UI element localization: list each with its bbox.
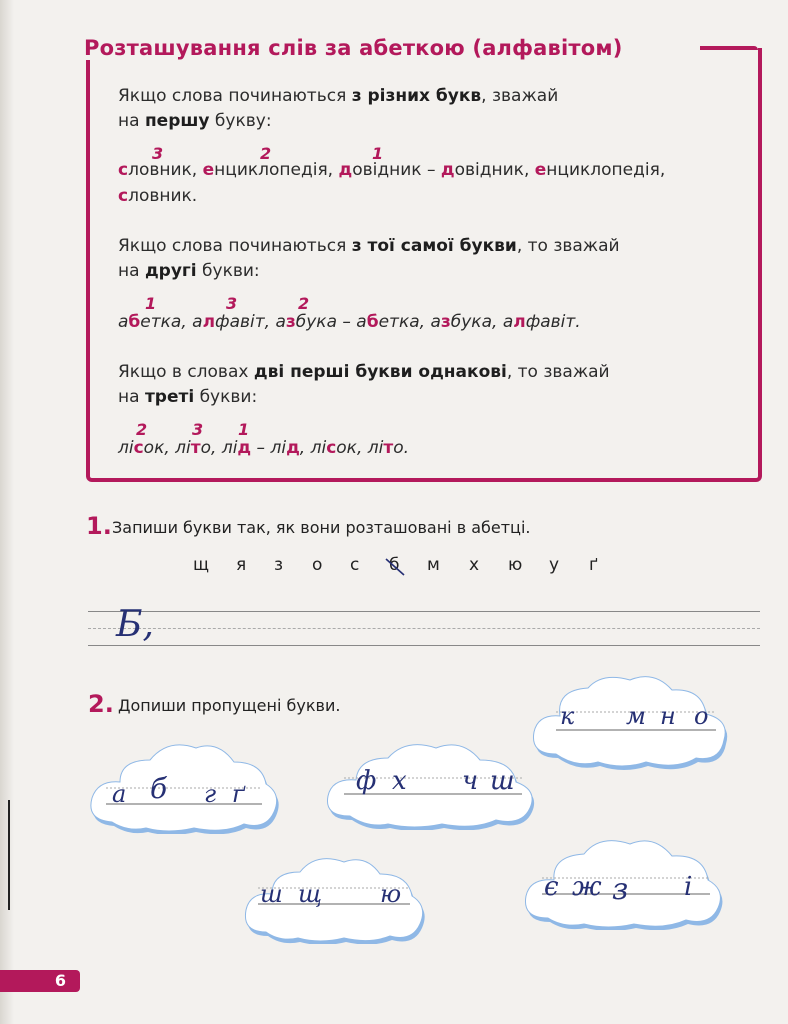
- handwritten-answer[interactable]: Б,: [116, 604, 154, 645]
- order-number: 3: [152, 144, 164, 163]
- text: а: [275, 312, 286, 332]
- text: овідник: [352, 160, 422, 180]
- task-2-number: 2.: [88, 690, 114, 718]
- example-word: [368, 438, 409, 458]
- rule-paragraph-1: [118, 84, 558, 134]
- writing-line-base: [88, 645, 760, 646]
- cloud-5-letter: ж: [572, 872, 602, 902]
- example-word: [175, 438, 222, 458]
- writing-line-top: [88, 611, 760, 612]
- letter: б: [389, 555, 400, 575]
- cloud-1-letter: м: [626, 702, 646, 730]
- text: , зважай: [481, 86, 559, 106]
- example-word: [337, 312, 356, 332]
- rule-paragraph-3: [118, 360, 610, 410]
- highlight-letter: з: [285, 312, 296, 332]
- bold-text: дві перші букви однакові: [253, 362, 507, 382]
- text: нциклопедія,: [546, 160, 666, 180]
- order-number: 1: [145, 294, 157, 313]
- text: , то зважай: [516, 236, 620, 256]
- text: о.: [393, 438, 410, 458]
- letter: м: [427, 555, 440, 575]
- cloud-4-letter: щ: [298, 880, 323, 908]
- order-number: 3: [226, 294, 238, 313]
- cloud-3-letter: ш: [490, 766, 515, 796]
- text: –: [251, 438, 271, 458]
- bold-text: з різних букв: [351, 86, 482, 106]
- highlight-letter: с: [118, 160, 129, 180]
- letter: щ: [193, 555, 210, 575]
- text: бука,: [450, 312, 503, 332]
- bold-text: першу: [144, 111, 210, 131]
- rule-box-top-line: [694, 46, 758, 50]
- strike-mark-icon: [383, 555, 407, 577]
- page-number-tab: [0, 970, 80, 992]
- rule-paragraph-2: [118, 234, 620, 284]
- example-word: [503, 312, 581, 332]
- cloud-5-letter: є: [544, 872, 559, 902]
- text: ок,: [143, 438, 176, 458]
- cloud-2-letter: б: [150, 772, 168, 805]
- highlight-letter: д: [286, 438, 300, 458]
- highlight-letter: с: [133, 438, 144, 458]
- cloud-3-letter: ч: [462, 766, 479, 796]
- text: а: [192, 312, 203, 332]
- order-number: 3: [192, 420, 204, 439]
- example-word: [192, 312, 275, 332]
- highlight-letter: б: [366, 312, 379, 332]
- text: фавіт,: [215, 312, 276, 332]
- order-number: 2: [260, 144, 272, 163]
- text: ловник,: [128, 160, 203, 180]
- text: нциклопедія,: [214, 160, 339, 180]
- text: на: [118, 387, 145, 407]
- margin-bar: [8, 800, 10, 910]
- text: лі: [270, 438, 287, 458]
- text: овідник,: [454, 160, 535, 180]
- highlight-letter: б: [128, 312, 141, 332]
- cloud-3-letter: х: [392, 766, 407, 796]
- text: етка,: [378, 312, 431, 332]
- example-word: [311, 438, 368, 458]
- cloud-3-letter: ф: [356, 766, 377, 796]
- text: на: [118, 261, 145, 281]
- example-word: [251, 438, 270, 458]
- example-word: [356, 312, 430, 332]
- letter: ю: [508, 555, 523, 575]
- example-word: [118, 438, 175, 458]
- text: ок,: [336, 438, 368, 458]
- cloud-2-letter: а: [112, 780, 127, 808]
- example-2-line: [118, 312, 581, 332]
- highlight-letter: е: [534, 160, 547, 180]
- cloud-2-letter: г: [204, 780, 217, 808]
- example-word: [222, 438, 251, 458]
- bold-text: другі: [144, 261, 197, 281]
- text: лі: [118, 438, 134, 458]
- highlight-letter: с: [118, 186, 129, 206]
- order-number: 1: [238, 420, 250, 439]
- text: Якщо слова починаються: [118, 236, 352, 256]
- text: лі: [310, 438, 327, 458]
- text: букву:: [209, 111, 272, 131]
- text: на: [118, 111, 145, 131]
- text: лі: [221, 438, 238, 458]
- example-word: [118, 312, 192, 332]
- text: а: [502, 312, 514, 332]
- highlight-letter: т: [383, 438, 394, 458]
- highlight-letter: с: [326, 438, 337, 458]
- highlight-letter: е: [202, 160, 215, 180]
- text: бука: [295, 312, 337, 332]
- rule-title: Розташування слів за абеткою (алфавітом): [84, 36, 700, 60]
- letter: ґ: [589, 555, 598, 575]
- highlight-letter: л: [513, 312, 526, 332]
- cloud-1-letter: н: [660, 702, 676, 730]
- cloud-5-letter: і: [684, 872, 693, 902]
- example-word: [270, 438, 310, 458]
- text: ловник.: [128, 186, 198, 206]
- text: Якщо в словах: [118, 362, 254, 382]
- letter: о: [312, 555, 323, 575]
- text: етка,: [140, 312, 193, 332]
- page-edge-shadow: [0, 0, 14, 1024]
- letter: з: [274, 555, 284, 575]
- text: а: [356, 312, 367, 332]
- letter: я: [236, 555, 247, 575]
- highlight-letter: д: [338, 160, 353, 180]
- text: букви:: [194, 387, 258, 407]
- example-word: [430, 312, 502, 332]
- page-number: 6: [54, 971, 66, 990]
- example-1-line-1: [118, 160, 665, 180]
- text: лі: [175, 438, 191, 458]
- text: о,: [200, 438, 222, 458]
- cloud-2-letter: ґ: [232, 780, 245, 808]
- highlight-letter: л: [202, 312, 216, 332]
- task-1-number: 1.: [86, 512, 112, 540]
- highlight-letter: т: [190, 438, 201, 458]
- cloud-4-letter: ш: [260, 880, 283, 908]
- text: а: [118, 312, 129, 332]
- letter: с: [350, 555, 360, 575]
- writing-line-mid: [88, 628, 760, 629]
- cloud-5-letter: з: [612, 872, 629, 907]
- highlight-letter: з: [440, 312, 451, 332]
- text: лі: [367, 438, 384, 458]
- example-3-line: [118, 438, 409, 458]
- highlight-letter: д: [440, 160, 455, 180]
- letter: х: [469, 555, 480, 575]
- cloud-1-letter: о: [694, 702, 709, 730]
- order-number: 2: [136, 420, 148, 439]
- bold-text: треті: [144, 387, 195, 407]
- highlight-letter: д: [237, 438, 252, 458]
- cloud-4-letter: ю: [380, 880, 402, 908]
- text: а: [430, 312, 441, 332]
- text: ,: [299, 438, 311, 458]
- order-number: 2: [298, 294, 310, 313]
- text: фавіт.: [525, 312, 581, 332]
- example-1-line-2: [118, 186, 197, 206]
- text: , то зважай: [506, 362, 610, 382]
- order-number: 1: [372, 144, 384, 163]
- bold-text: з тої самої букви: [351, 236, 517, 256]
- text: Якщо слова починаються: [118, 86, 352, 106]
- task-2-text: Допиши пропущені букви.: [118, 696, 341, 715]
- example-word: [275, 312, 337, 332]
- dash: –: [421, 160, 441, 180]
- task-1-text: Запиши букви так, як вони розташовані в абетці.: [112, 518, 531, 537]
- text: букви:: [196, 261, 260, 281]
- letter: у: [549, 555, 560, 575]
- cloud-1-letter: к: [560, 702, 575, 730]
- text: –: [336, 312, 357, 332]
